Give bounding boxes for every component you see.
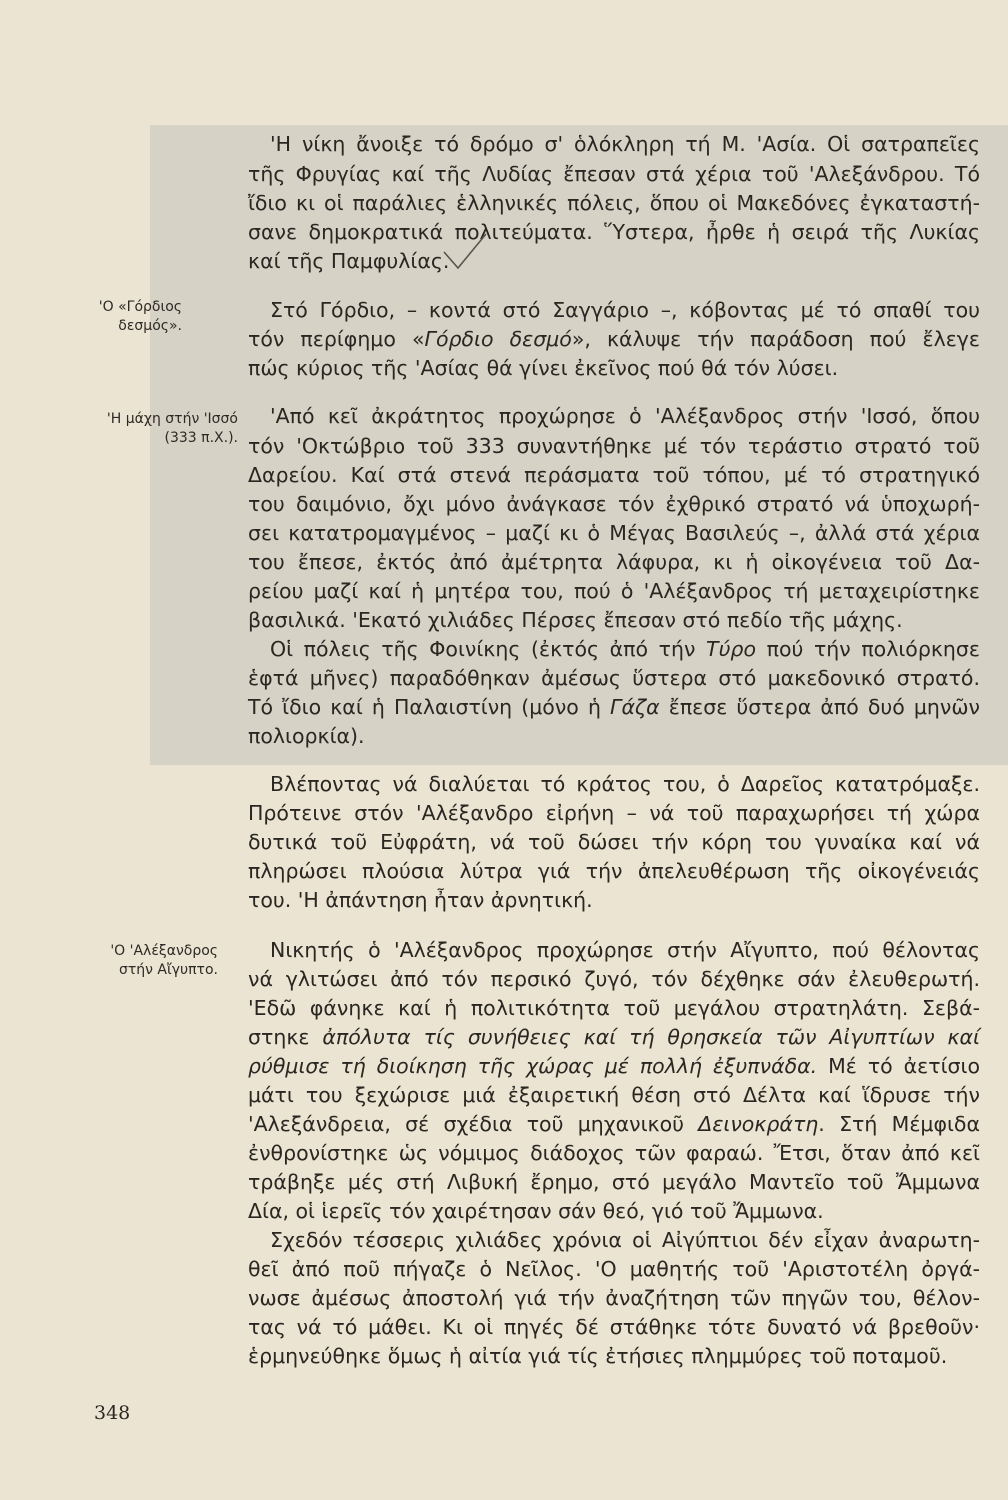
- body-line: Στό Γόρδιο, – κοντά στό Σαγγάριο –, κόβοντας μέ τό σπαθί του: [270, 298, 980, 322]
- body-line: ρύθμισε τή διοίκηση τῆς χώρας μέ πολλή ἐξυπνάδα. Μέ τό ἀετίσιο: [248, 1054, 980, 1078]
- body-line: ἑφτά μῆνες) παραδόθηκαν ἀμέσως ὕστερα στό μακεδονικό στρατό.: [248, 666, 980, 690]
- body-line: 'Αλεξάνδρεια, σέ σχέδια τοῦ μηχανικοῦ Δεινοκράτη. Στή Μέμφιδα: [248, 1112, 980, 1136]
- body-line: 'Από κεῖ ἀκράτητος προχώρησε ὁ 'Αλέξανδρος στήν 'Ισσό, ὅπου: [270, 404, 980, 428]
- margin-note-gordian-knot: 'Ο «Γόρδιος δεσμός».: [98, 299, 182, 334]
- body-line: τόν 'Οκτώβριο τοῦ 333 συναντήθηκε μέ τόν τεράστιο στρατό τοῦ: [248, 434, 980, 458]
- body-line: ἑρμηνεύθηκε ὅμως ἡ αἰτία γιά τίς ἐτήσιες πλημμύρες τοῦ ποταμοῦ.: [248, 1344, 948, 1368]
- body-line: τράβηξε μές στή Λιβυκή ἔρημο, στό μεγάλο Μαντεῖο τοῦ Ἄμμωνα: [248, 1170, 980, 1194]
- body-line: μάτι του ξεχώρισε μιά ἐξαιρετική θέση στό Δέλτα καί ἵδρυσε τήν: [248, 1083, 980, 1107]
- body-line: Δία, οἱ ἱερεῖς τόν χαιρέτησαν σάν θεό, γιό τοῦ Ἄμμωνα.: [248, 1199, 824, 1223]
- body-line: του δαιμόνιο, ὄχι μόνο ἀνάγκασε τόν ἐχθρικό στρατό νά ὑποχωρή-: [248, 492, 980, 516]
- body-line: νωσε ἀμέσως ἀποστολή γιά τήν ἀναζήτηση τῶν πηγῶν του, θέλον-: [248, 1286, 980, 1310]
- body-line: 'Η νίκη ἄνοιξε τό δρόμο σ' ὁλόκληρη τή Μ. 'Ασία. Οἱ σατραπεῖες: [270, 132, 980, 156]
- body-line: Σχεδόν τέσσερις χιλιάδες χρόνια οἱ Αἰγύπτιοι δέν εἶχαν ἀναρωτη-: [270, 1228, 980, 1252]
- margin-note-battle-issus: 'Η μάχη στήν 'Ισσό (333 π.Χ.).: [106, 411, 238, 446]
- page-number: 348: [94, 1402, 131, 1424]
- body-line: καί τῆς Παμφυλίας.: [248, 249, 450, 273]
- body-line: θεῖ ἀπό ποῦ πήγαζε ὁ Νεῖλος. 'Ο μαθητής τοῦ 'Αριστοτέλη ὀργά-: [248, 1257, 980, 1281]
- body-line: σανε δημοκρατικά πολιτεύματα. Ὕστερα, ἦρθε ἡ σειρά τῆς Λυκίας: [248, 220, 980, 244]
- body-line: ἴδιο κι οἱ παράλιες ἑλληνικές πόλεις, ὅπου οἱ Μακεδόνες ἐγκαταστή-: [248, 191, 980, 215]
- body-line: νά γλιτώσει ἀπό τόν περσικό ζυγό, τόν δέχθηκε σάν ἐλευθερωτή.: [248, 967, 980, 991]
- body-line: τῆς Φρυγίας καί τῆς Λυδίας ἔπεσαν στά χέρια τοῦ 'Αλεξάνδρου. Τό: [248, 162, 980, 186]
- body-line: Νικητής ὁ 'Αλέξανδρος προχώρησε στήν Αἴγυπτο, πού θέλοντας: [270, 938, 980, 962]
- body-line: πληρώσει πλούσια λύτρα γιά τήν ἀπελευθέρωση τῆς οἰκογένειάς: [248, 859, 980, 883]
- body-line: τας νά τό μάθει. Κι οἱ πηγές δέ στάθηκε τότε δυνατό νά βρεθοῦν·: [248, 1315, 980, 1339]
- body-line: πώς κύριος τῆς 'Ασίας θά γίνει ἐκεῖνος πού θά τόν λύσει.: [248, 356, 839, 380]
- body-line: του ἔπεσε, ἐκτός ἀπό ἀμέτρητα λάφυρα, κι ἡ οἰκογένεια τοῦ Δα-: [248, 550, 980, 574]
- check-mark-icon: [440, 232, 490, 276]
- body-line: τόν περίφημο «Γόρδιο δεσμό», κάλυψε τήν παράδοση πού ἔλεγε: [248, 327, 981, 351]
- body-line: Πρότεινε στόν 'Αλέξανδρο εἰρήνη – νά τοῦ παραχωρήσει τή χώρα: [248, 801, 980, 825]
- body-line: Τό ἴδιο καί ἡ Παλαιστίνη (μόνο ἡ Γάζα ἔπεσε ὕστερα ἀπό δυό μηνῶν: [248, 695, 980, 719]
- body-line: Βλέποντας νά διαλύεται τό κράτος του, ὁ Δαρεῖος κατατρόμαξε.: [270, 772, 980, 796]
- body-line: Δαρείου. Καί στά στενά περάσματα τοῦ τόπου, μέ τό στρατηγικό: [248, 463, 980, 487]
- body-line: στηκε ἀπόλυτα τίς συνήθειες καί τή θρησκεία τῶν Αἰγυπτίων καί: [248, 1025, 980, 1049]
- body-line: Οἱ πόλεις τῆς Φοινίκης (ἐκτός ἀπό τήν Τύρο πού τήν πολιόρκησε: [270, 637, 980, 661]
- body-line: ἐνθρονίστηκε ὡς νόμιμος διάδοχος τῶν φαραώ. Ἔτσι, ὅταν ἀπό κεῖ: [248, 1141, 980, 1165]
- body-line: ρείου μαζί καί ἡ μητέρα του, πού ὁ 'Αλέξανδρος τή μεταχειρίστηκε: [248, 579, 980, 603]
- body-line: σει κατατρομαγμένος – μαζί κι ὁ Μέγας Βασιλεύς –, ἀλλά στά χέρια: [248, 521, 980, 545]
- body-line: 'Εδῶ φάνηκε καί ἡ πολιτικότητα τοῦ μεγάλου στρατηλάτη. Σεβά-: [248, 996, 980, 1020]
- body-line: του. 'Η ἀπάντηση ἦταν ἀρνητική.: [248, 888, 593, 912]
- body-line: δυτικά τοῦ Εὐφράτη, νά τοῦ δώσει τήν κόρη του γυναίκα καί νά: [248, 830, 980, 854]
- margin-note-alexander-egypt: 'Ο 'Αλέξανδρος στήν Αἴγυπτο.: [110, 943, 218, 978]
- body-line: βασιλικά. 'Εκατό χιλιάδες Πέρσες ἔπεσαν στό πεδίο τῆς μάχης.: [248, 608, 903, 632]
- body-line: πολιορκία).: [248, 724, 365, 748]
